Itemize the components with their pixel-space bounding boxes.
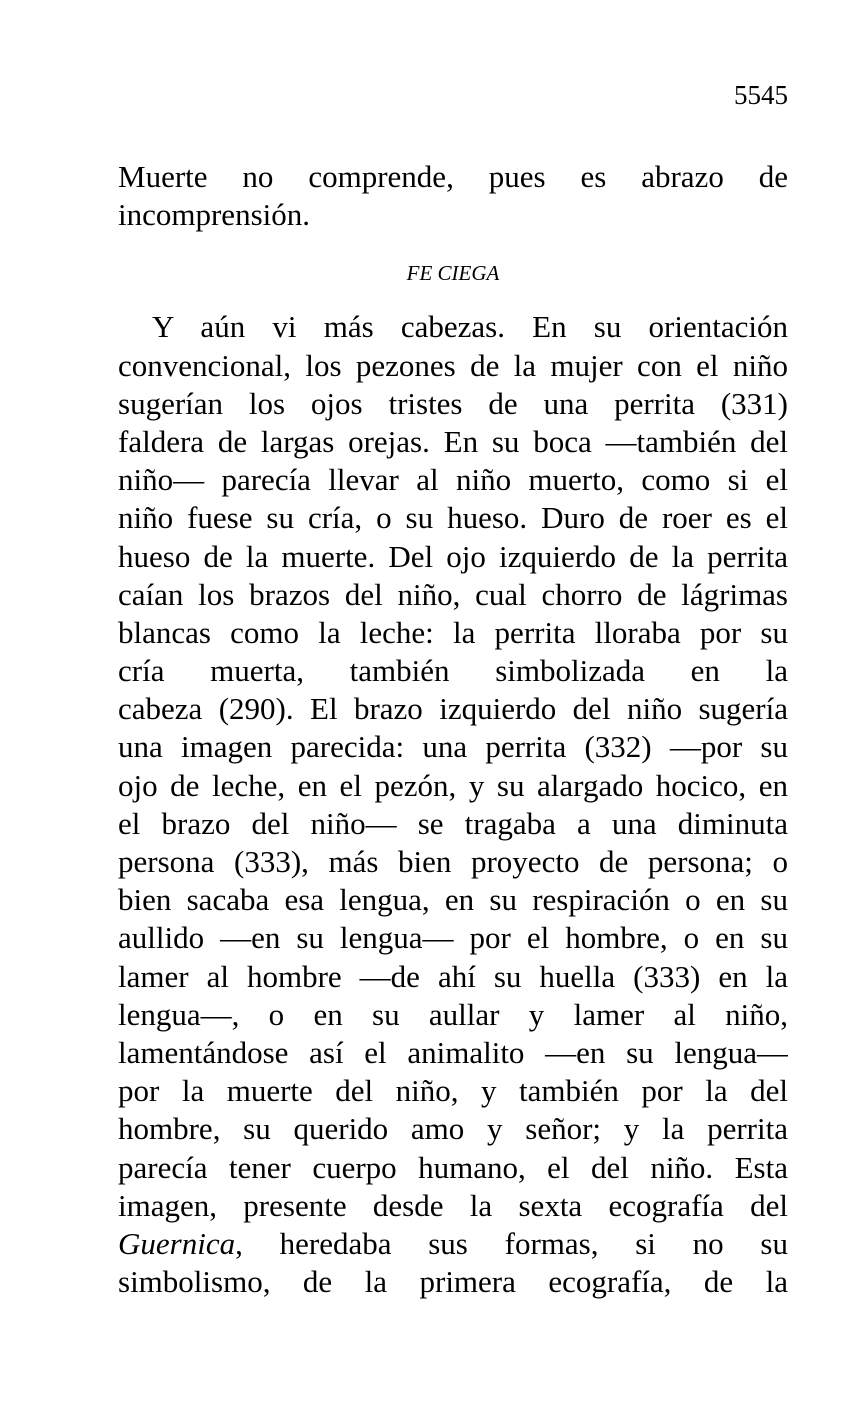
- text-line: niño fuese su cría, o su hueso. Duro de roer es el: [118, 500, 788, 536]
- text-line: lamentándose así el animalito —en su lengua—: [118, 1034, 788, 1070]
- text-line: aullido —en su lengua— por el hombre, o en su: [118, 920, 788, 956]
- page-body: [118, 158, 788, 1301]
- text-line: [118, 1225, 788, 1263]
- body-paragraph: [118, 308, 788, 1301]
- opening-paragraph: [118, 158, 788, 234]
- text-line: niño— parecía llevar al niño muerto, como si el: [118, 462, 788, 498]
- text-fragment: , heredaba sus formas, si no su: [235, 1225, 788, 1261]
- text-line: hombre, su querido amo y señor; y la perrita: [118, 1111, 788, 1147]
- page-number: 5545: [734, 80, 788, 110]
- text-line: simbolismo, de la primera ecografía, de la: [118, 1264, 788, 1300]
- text-line: sugerían los ojos tristes de una perrita (331): [118, 385, 788, 421]
- section-heading: FE CIEGA: [406, 261, 500, 286]
- text-line: persona (333), más bien proyecto de persona; o: [118, 844, 788, 879]
- text-line: hueso de la muerte. Del ojo izquierdo de la perrita: [118, 538, 788, 574]
- text-line: cabeza (290). El brazo izquierdo del niño sugería: [118, 691, 788, 727]
- text-line: blancas como la leche: la perrita lloraba por su: [118, 614, 788, 650]
- text-line: lengua—, o en su aullar y lamer al niño,: [118, 996, 788, 1032]
- text-line: cría muerta, también simbolizada en la: [118, 653, 788, 689]
- text-line: incomprensión.: [118, 197, 310, 233]
- text-line: Y aún vi más cabezas. En su orientación: [152, 309, 788, 345]
- text-line: imagen, presente desde la sexta ecografía del: [118, 1187, 788, 1223]
- text-line: por la muerte del niño, y también por la del: [118, 1073, 788, 1109]
- text-line: el brazo del niño— se tragaba a una diminuta: [118, 805, 788, 841]
- text-line: bien sacaba esa lengua, en su respiración o en su: [118, 882, 788, 918]
- text-line: caían los brazos del niño, cual chorro de lágrimas: [118, 576, 788, 612]
- text-line: una imagen parecida: una perrita (332) —por su: [118, 729, 788, 765]
- text-line: convencional, los pezones de la mujer con el niño: [118, 347, 788, 383]
- text-line: Muerte no comprende, pues es abrazo de: [118, 159, 788, 194]
- book-title: Guernica: [118, 1225, 236, 1261]
- text-line: lamer al hombre —de ahí su huella (333) en la: [118, 958, 788, 994]
- text-line: ojo de leche, en el pezón, y su alargado hocico, en: [118, 767, 788, 803]
- text-line: parecía tener cuerpo humano, el del niño. Esta: [118, 1149, 788, 1185]
- text-line: faldera de largas orejas. En su boca —también del: [118, 423, 788, 459]
